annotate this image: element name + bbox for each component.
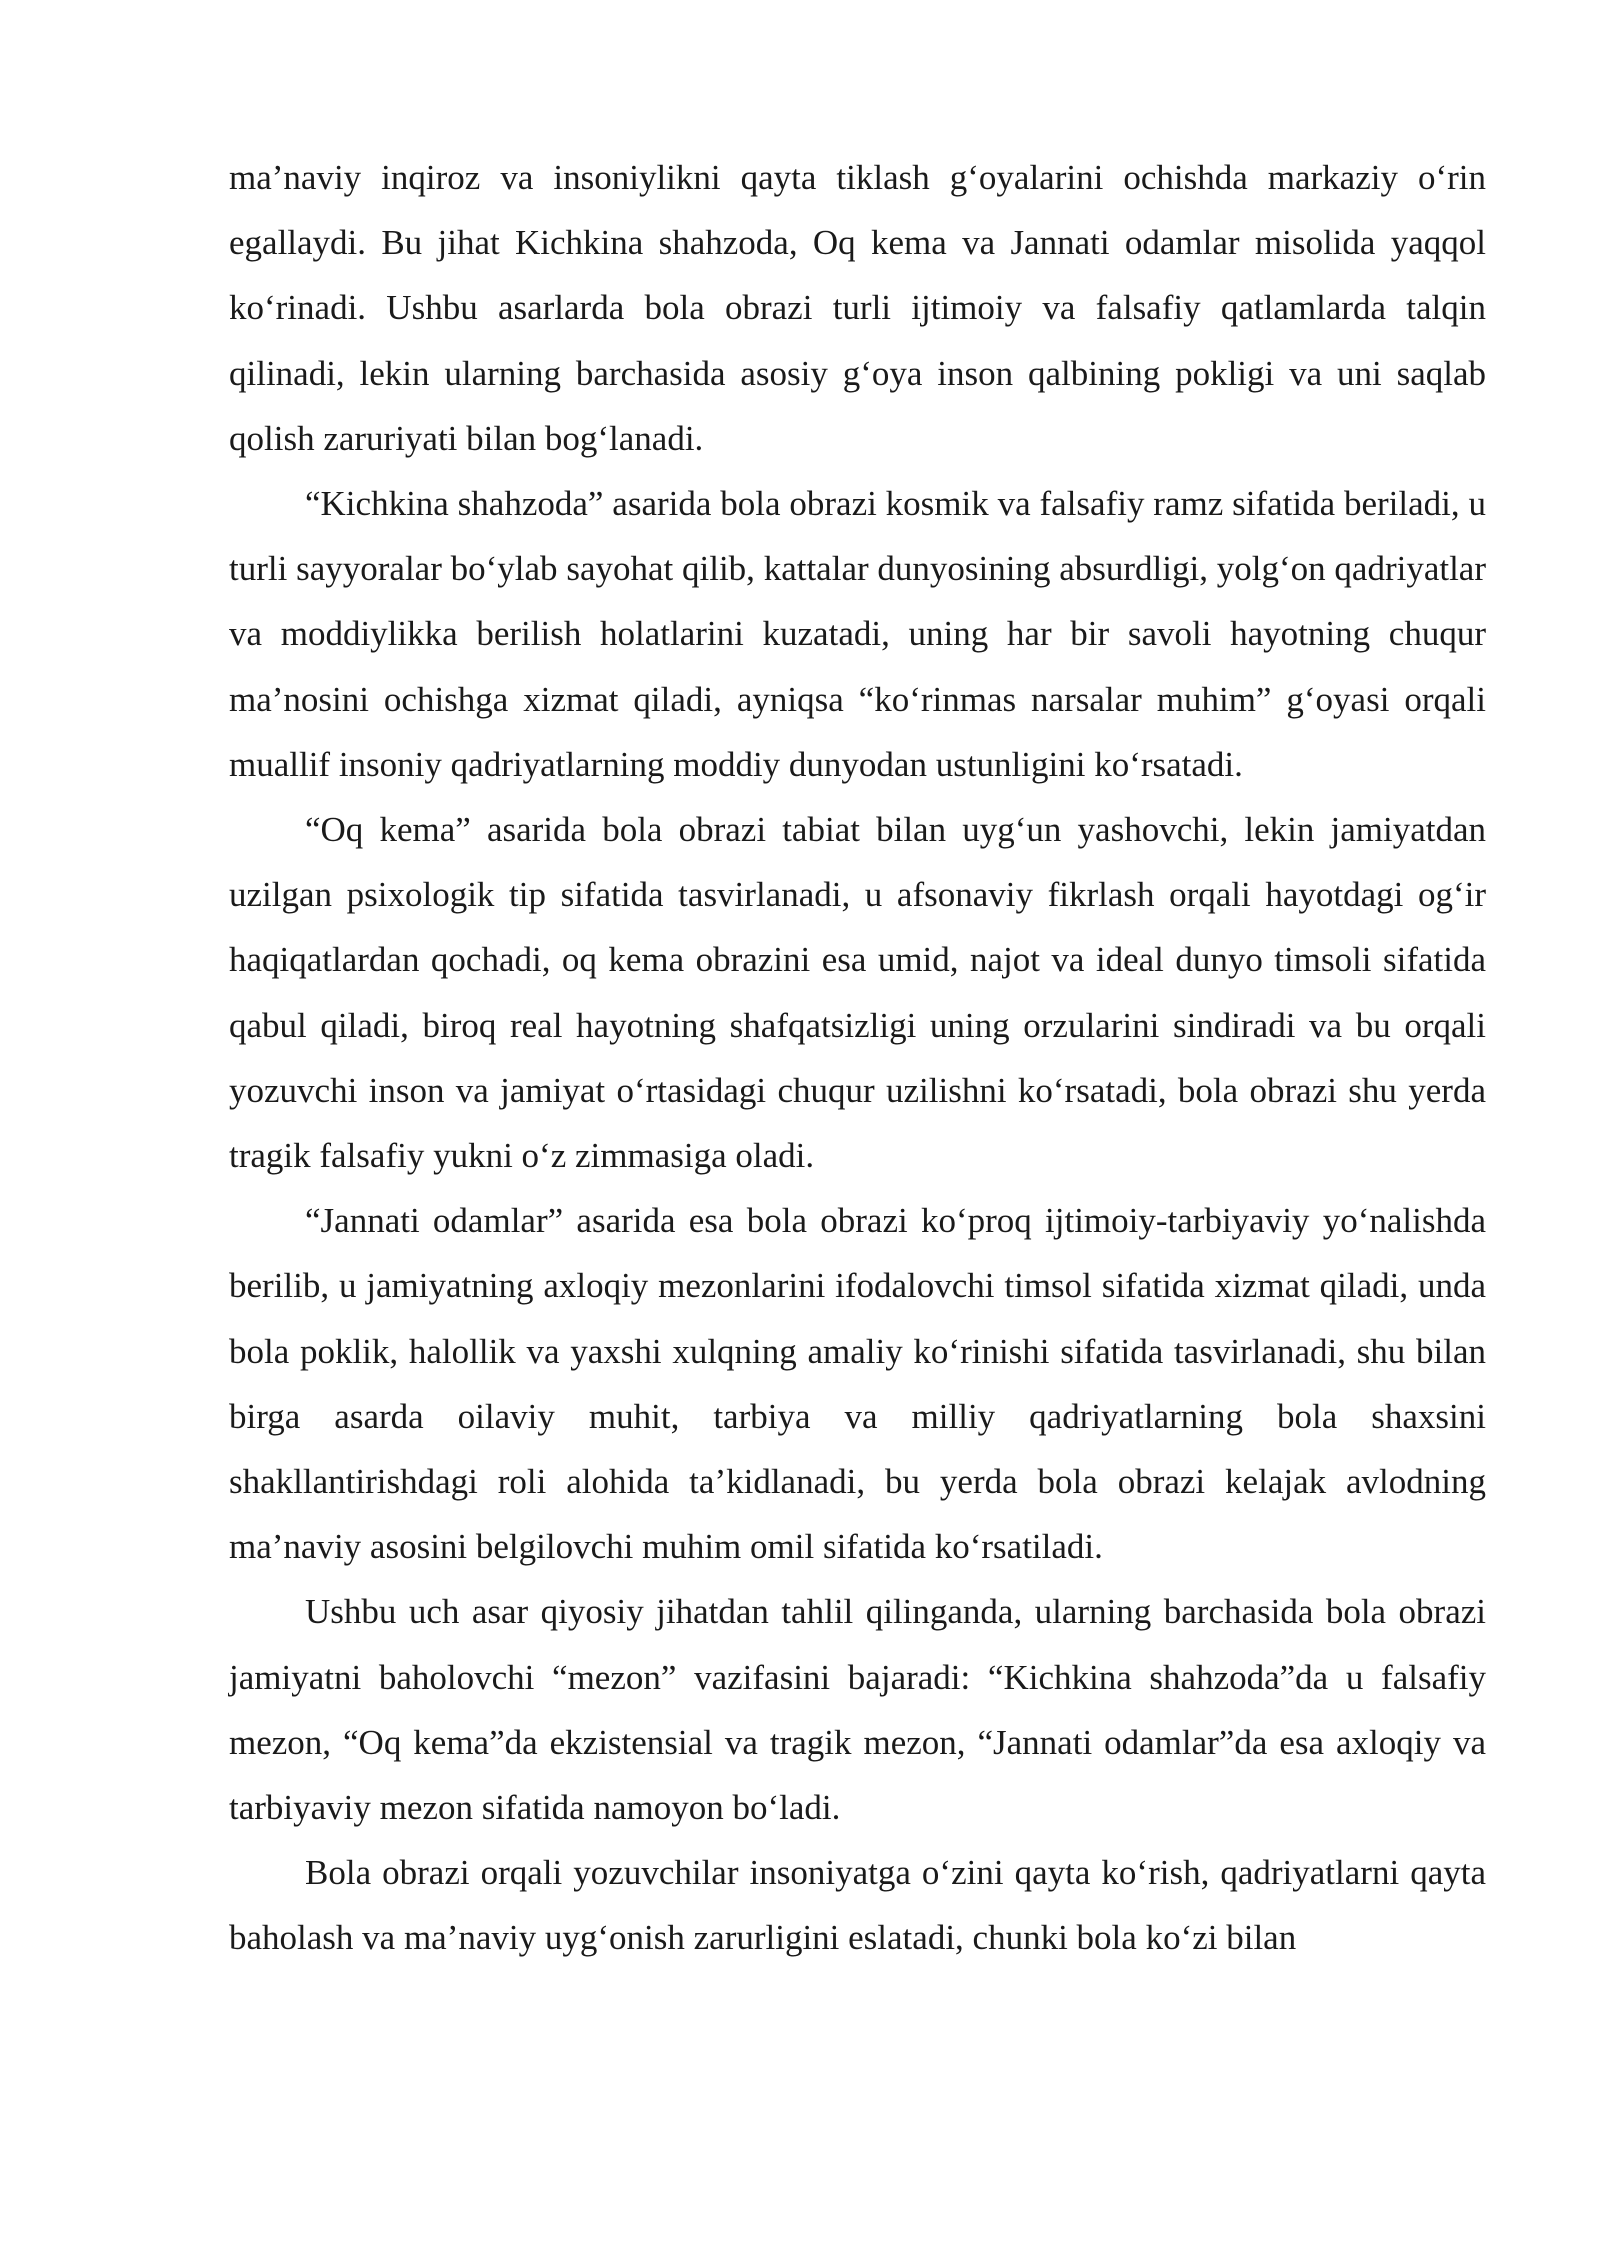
paragraph-3: “Oq kema” asarida bola obrazi tabiat bilan uyg‘un yashovchi, lekin jamiyatdan uzilgan psixologik tip sifatida tasvirlanadi, u afsonaviy fikrlash orqali hayotdagi og‘ir haqiqatlardan qochadi, oq kema obrazini esa umid, najot va ideal dunyo timsoli sifatida qabul qiladi, biroq real hayotning shafqatsizligi uning orzularini sindiradi va bu orqali yozuvchi inson va jamiyat o‘rtasidagi chuqur uzilishni ko‘rsatadi, bola obrazi shu yerda tragik falsafiy yukni o‘z zimmasiga oladi. [229,810,1486,1176]
paragraph-6: Bola obrazi orqali yozuvchilar insoniyatga o‘zini qayta ko‘rish, qadriyatlarni qayta baholash va ma’naviy uyg‘onish zarurligini eslatadi, chunki bola ko‘zi bilan [229,1853,1486,1958]
document-body [229,145,1486,1971]
paragraph-5: Ushbu uch asar qiyosiy jihatdan tahlil qilinganda, ularning barchasida bola obrazi jamiyatni baholovchi “mezon” vazifasini bajaradi: “Kichkina shahzoda”da u falsafiy mezon, “Oq kema”da ekzistensial va tragik mezon, “Jannati odamlar”da esa axloqiy va tarbiyaviy mezon sifatida namoyon bo‘ladi. [229,1592,1486,1828]
paragraph-2: “Kichkina shahzoda” asarida bola obrazi kosmik va falsafiy ramz sifatida beriladi, u turli sayyoralar bo‘ylab sayohat qilib, kattalar dunyosining absurdligi, yolg‘on qadriyatlar va moddiylikka berilish holatlarini kuzatadi, uning har bir savoli hayotning chuqur ma’nosini ochishga xizmat qiladi, ayniqsa “ko‘rinmas narsalar muhim” g‘oyasi orqali muallif insoniy qadriyatlarning moddiy dunyodan ustunligini ko‘rsatadi. [229,484,1486,784]
paragraph-1: ma’naviy inqiroz va insoniylikni qayta tiklash g‘oyalarini ochishda markaziy o‘rin egallaydi. Bu jihat Kichkina shahzoda, Oq kema va Jannati odamlar misolida yaqqol ko‘rinadi. Ushbu asarlarda bola obrazi turli ijtimoiy va falsafiy qatlamlarda talqin qilinadi, lekin ularning barchasida asosiy g‘oya inson qalbining pokligi va uni saqlab qolish zaruriyati bilan bog‘lanadi. [229,158,1486,458]
paragraph-4: “Jannati odamlar” asarida esa bola obrazi ko‘proq ijtimoiy-tarbiyaviy yo‘nalishda berilib, u jamiyatning axloqiy mezonlarini ifodalovchi timsol sifatida xizmat qiladi, unda bola poklik, halollik va yaxshi xulqning amaliy ko‘rinishi sifatida tasvirlanadi, shu bilan birga asarda oilaviy muhit, tarbiya va milliy qadriyatlarning bola shaxsini shakllantirishdagi roli alohida ta’kidlanadi, bu yerda bola obrazi kelajak avlodning ma’naviy asosini belgilovchi muhim omil sifatida ko‘rsatiladi. [229,1201,1486,1567]
